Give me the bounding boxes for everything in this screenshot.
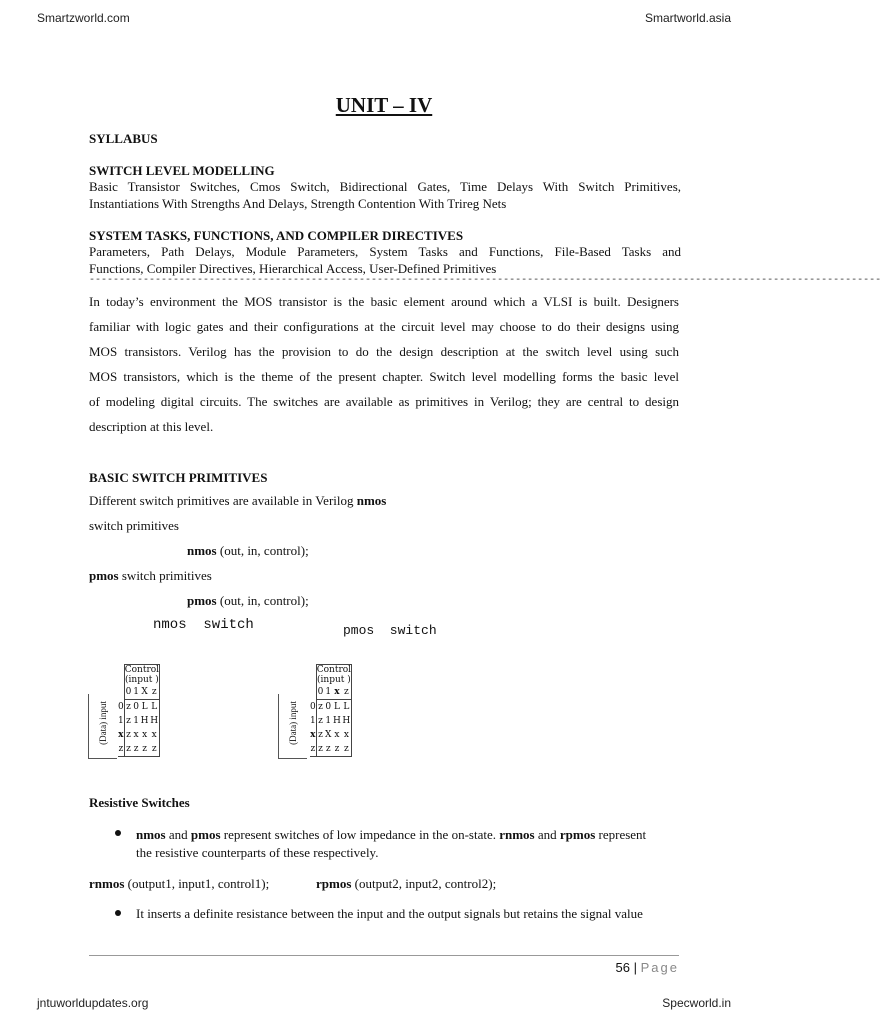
page-number — [616, 960, 679, 975]
header-left-site: Smartzworld.com — [37, 11, 130, 25]
table-cell: X — [325, 730, 332, 740]
section-line: Basic Transistor Switches, Cmos Switch, Bidirectional Gates, Time Delays With Switch Primitives, — [89, 179, 681, 194]
table-cell: L — [149, 700, 159, 715]
page-word: Page — [640, 960, 679, 975]
row-header: 1 — [118, 716, 124, 726]
col-header: 1 — [325, 687, 332, 697]
table-cell: x — [149, 728, 159, 742]
table-cell: z — [316, 700, 324, 715]
nmos-keyword: nmos — [136, 827, 166, 842]
bullet-text: and — [534, 827, 560, 842]
col-header: 0 — [124, 685, 132, 700]
rnmos-args: (output1, input1, control1); — [124, 876, 270, 891]
resistive-bullet-2: It inserts a definite resistance between the input and the output signals but retains the signal value — [136, 906, 643, 921]
table-cell: z — [318, 730, 323, 740]
table-cell: L — [332, 700, 341, 715]
table-cell: x — [133, 730, 139, 740]
rnmos-keyword: rnmos — [89, 876, 125, 891]
intro-line: MOS transistors. Verilog has the provision to do the design description at the switch level using such — [89, 344, 679, 359]
intro-line: MOS transistors, which is the theme of the present chapter. Switch level modelling forms the basic level — [89, 369, 679, 384]
intro-line: In today’s environment the MOS transistor is the basic element around which a VLSI is built. Designers — [89, 294, 679, 309]
table-cell: 0 — [324, 700, 332, 715]
bullet-text: represent — [595, 827, 647, 842]
pmos-line — [89, 568, 212, 584]
control-input-label: Control (input ) — [124, 665, 160, 685]
rpmos-args: (output2, input2, control2); — [351, 876, 497, 891]
table-cell: z — [124, 700, 132, 715]
rpmos-keyword: rpmos — [316, 876, 352, 891]
footer-right-site: Specworld.in — [662, 996, 731, 1010]
row-header: 0 — [310, 700, 316, 715]
table-cell: x — [334, 730, 340, 740]
rnmos-keyword: rnmos — [499, 827, 535, 842]
table-cell: z — [342, 742, 352, 757]
pmos-syntax — [187, 593, 309, 609]
resistive-switches-heading: Resistive Switches — [89, 795, 190, 810]
nmos-keyword: nmos — [356, 493, 387, 508]
nmos-args: (out, in, control); — [216, 543, 309, 558]
rpmos-keyword: rpmos — [559, 827, 596, 842]
intro-line: description at this level. — [89, 419, 214, 434]
basic-line-2: switch primitives — [89, 518, 179, 533]
col-header: X — [141, 687, 148, 697]
footer-rule — [89, 955, 679, 956]
table-cell: z — [332, 742, 341, 757]
truth-table-grid — [118, 664, 160, 757]
table-cell: H — [333, 716, 341, 726]
table-cell: L — [342, 700, 352, 715]
pmos-keyword: pmos — [190, 827, 221, 842]
pmos-args: (out, in, control); — [216, 593, 309, 608]
basic-line-1 — [89, 493, 386, 509]
nmos-syntax — [187, 543, 309, 559]
intro-line: of modeling digital circuits. The switches are available as primitives in Verilog; they are central to design — [89, 394, 679, 409]
section-line: Parameters, Path Delays, Module Parameters, System Tasks and Functions, File-Based Tasks and — [89, 244, 681, 259]
table-cell: 1 — [325, 716, 332, 726]
data-input-label: (Data) input — [288, 701, 298, 745]
row-header: x — [310, 730, 316, 740]
pmos-keyword: pmos — [89, 568, 119, 583]
page-number-value: 56 — [615, 960, 630, 975]
col-header: z — [342, 685, 352, 700]
col-header: z — [149, 685, 159, 700]
row-header: x — [118, 730, 124, 740]
table-cell: 0 — [132, 700, 140, 715]
table-cell: H — [140, 716, 149, 726]
pmos-keyword: pmos — [187, 593, 217, 608]
table-cell: z — [132, 742, 140, 757]
table-cell: z — [140, 742, 149, 757]
table-cell: x — [342, 728, 352, 742]
basic-text: Different switch primitives are available in Verilog — [89, 493, 357, 508]
table-cell: H — [150, 716, 159, 726]
nmos-keyword: nmos — [187, 543, 217, 558]
data-input-side — [88, 694, 117, 759]
table-cell: x — [142, 730, 148, 740]
pmos-figure-caption: pmos switch — [343, 623, 437, 638]
rpmos-syntax — [316, 876, 496, 892]
table-cell: z — [149, 742, 159, 757]
data-input-label: (Data) input — [98, 701, 108, 745]
bullet-text: and — [165, 827, 191, 842]
row-header: z — [118, 742, 124, 757]
control-input-label: Control (input ) — [316, 665, 352, 685]
rnmos-syntax — [89, 876, 269, 892]
table-cell: L — [140, 700, 149, 715]
table-cell: 1 — [133, 716, 139, 726]
section-switch-level — [89, 163, 681, 212]
separator-line: ------------------------------------------------------------------------------------------------------------------------------------ — [89, 275, 881, 286]
resistive-bullet-1 — [136, 826, 681, 862]
row-header: 1 — [310, 716, 316, 726]
bullet-text: the resistive counterparts of these respectively. — [136, 845, 379, 860]
bullet-icon — [115, 910, 121, 916]
table-cell: z — [318, 716, 323, 726]
section-line: Instantiations With Strengths And Delays, Strength Contention With Trireg Nets — [89, 195, 507, 211]
col-header: x — [334, 687, 340, 697]
table-cell: z — [324, 742, 332, 757]
header-right-site: Smartworld.asia — [644, 11, 731, 25]
table-cell: H — [342, 716, 351, 726]
bullet-text: represent switches of low impedance in the on-state. — [220, 827, 500, 842]
footer-left-site: jntuworldupdates.org — [37, 996, 149, 1010]
table-cell: z — [126, 716, 131, 726]
intro-paragraph — [89, 289, 679, 439]
unit-title: UNIT – IV — [335, 93, 433, 117]
section-system-tasks — [89, 228, 681, 277]
col-header: 0 — [316, 685, 324, 700]
data-input-side — [278, 694, 307, 759]
col-header: 1 — [133, 687, 139, 697]
page-separator: | — [633, 960, 637, 975]
basic-switch-heading: BASIC SWITCH PRIMITIVES — [89, 470, 268, 485]
syllabus-heading: SYLLABUS — [89, 131, 158, 146]
table-cell: z — [126, 730, 131, 740]
section-heading: SWITCH LEVEL MODELLING — [89, 163, 275, 178]
section-line: Functions, Compiler Directives, Hierarchical Access, User-Defined Primitives — [89, 260, 497, 276]
bullet-icon — [115, 830, 121, 836]
nmos-figure-caption: nmos switch — [153, 617, 254, 633]
truth-table-grid — [310, 664, 352, 757]
pmos-text: switch primitives — [118, 568, 212, 583]
row-header: z — [310, 742, 316, 757]
table-cell: z — [316, 742, 324, 757]
table-cell: z — [124, 742, 132, 757]
section-heading: SYSTEM TASKS, FUNCTIONS, AND COMPILER DIRECTIVES — [89, 228, 464, 243]
row-header: 0 — [118, 700, 124, 715]
intro-line: familiar with logic gates and their configurations at the circuit level may choose to do their designs using — [89, 319, 679, 334]
